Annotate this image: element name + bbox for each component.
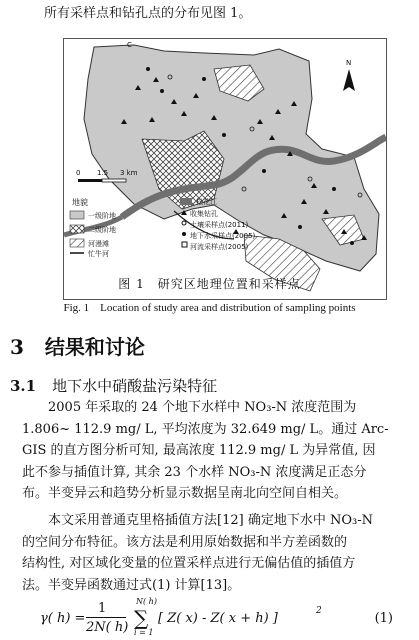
section-title: 结果和讨论 — [44, 335, 145, 359]
legend-groundwater: 地下水采样点(2005) — [190, 232, 256, 240]
map-drawing — [64, 39, 386, 299]
legend-songhua: 松花江 — [196, 198, 217, 206]
legend-floodplain: 河漫滩 — [88, 240, 109, 248]
para2-line: 结构性, 对区域化变量的位置采样点进行无偏估值的插值方 — [22, 556, 356, 571]
formula-numerator: 1 — [98, 601, 107, 616]
legend-soil: 土壤采样点(2011) — [190, 221, 249, 229]
scale-bar — [78, 179, 126, 182]
scale-label-1: 1.5 — [97, 169, 109, 177]
legend-mangniu: 忙牛河 — [88, 250, 109, 258]
para2-line: 法。半变异函数通过式(1) 计算[13]。 — [22, 577, 241, 593]
sum-upper-limit: N( h) — [136, 597, 157, 606]
intro-text: 所有采样点和钻孔点的分布见图 1。 — [44, 6, 252, 21]
sum-lower-limit: i = 1 — [134, 628, 154, 637]
section-heading — [10, 331, 145, 360]
figure-caption-en: Fig. 1 Location of study area and distribution of sampling points — [63, 302, 356, 314]
subsection-title: 地下水中硝酸盐污染特征 — [52, 377, 218, 395]
para1-line: 布。半变异云和趋势分析显示数据呈南北向空间自相关。 — [22, 486, 348, 501]
semivariogram-formula — [40, 597, 400, 640]
para1-line: 此不参与插值计算, 其余 23 个水样 NO₃-N 浓度满足正态分 — [22, 464, 367, 480]
para2-line: 本文采用普通克里格插值方法[12] 确定地下水中 NO₃-N — [48, 513, 373, 528]
para2-line: 的空间分布特征。该方法是利用原始数据和半方差函数的 — [22, 534, 348, 550]
para1-line: 2005 年采取的 24 个地下水样中 NO₃-N 浓度范围为 — [48, 400, 357, 415]
formula-exponent: 2 — [316, 606, 322, 616]
study-area-map — [63, 38, 387, 300]
para1-line: 1.806~ 112.9 mg/ L, 平均浓度为 32.649 mg/ L。通过 Arc- — [22, 421, 389, 437]
para1-line: GIS 的直方图分析可知, 最高浓度 112.9 mg/ L 为异常值, 因 — [22, 443, 376, 458]
subsection-heading — [10, 375, 217, 396]
scale-label-0: 0 — [76, 169, 81, 177]
formula-body: [ Z( x) - Z( x + h) ] — [158, 611, 278, 626]
north-label: N — [346, 59, 352, 67]
fraction-bar — [86, 617, 126, 618]
scale-label-2: 3 km — [120, 169, 138, 177]
equation-number: (1) — [374, 611, 393, 626]
legend-river-samples: 河流采样点(2005) — [190, 243, 249, 251]
map-label-c: C — [127, 41, 132, 49]
paragraph-2 — [22, 510, 382, 596]
sum-symbol: ∑ — [134, 606, 149, 630]
legend-boreholes: 收集钻孔 — [190, 210, 218, 218]
legend-title: 地貌 — [72, 198, 88, 207]
legend-terrace1: 一级阶地 — [88, 212, 116, 220]
formula-denominator: 2N( h) — [86, 620, 129, 635]
subsection-number: 3.1 — [10, 377, 37, 395]
figure-caption-cn: 图 1 研究区地理位置和采样点 — [118, 277, 301, 291]
north-arrow — [343, 69, 355, 91]
formula-lhs: γ( h) = — [40, 611, 86, 626]
paragraph-1 — [22, 397, 389, 505]
legend-terrace2: 二级阶地 — [88, 226, 116, 234]
section-number: 3 — [10, 335, 24, 359]
